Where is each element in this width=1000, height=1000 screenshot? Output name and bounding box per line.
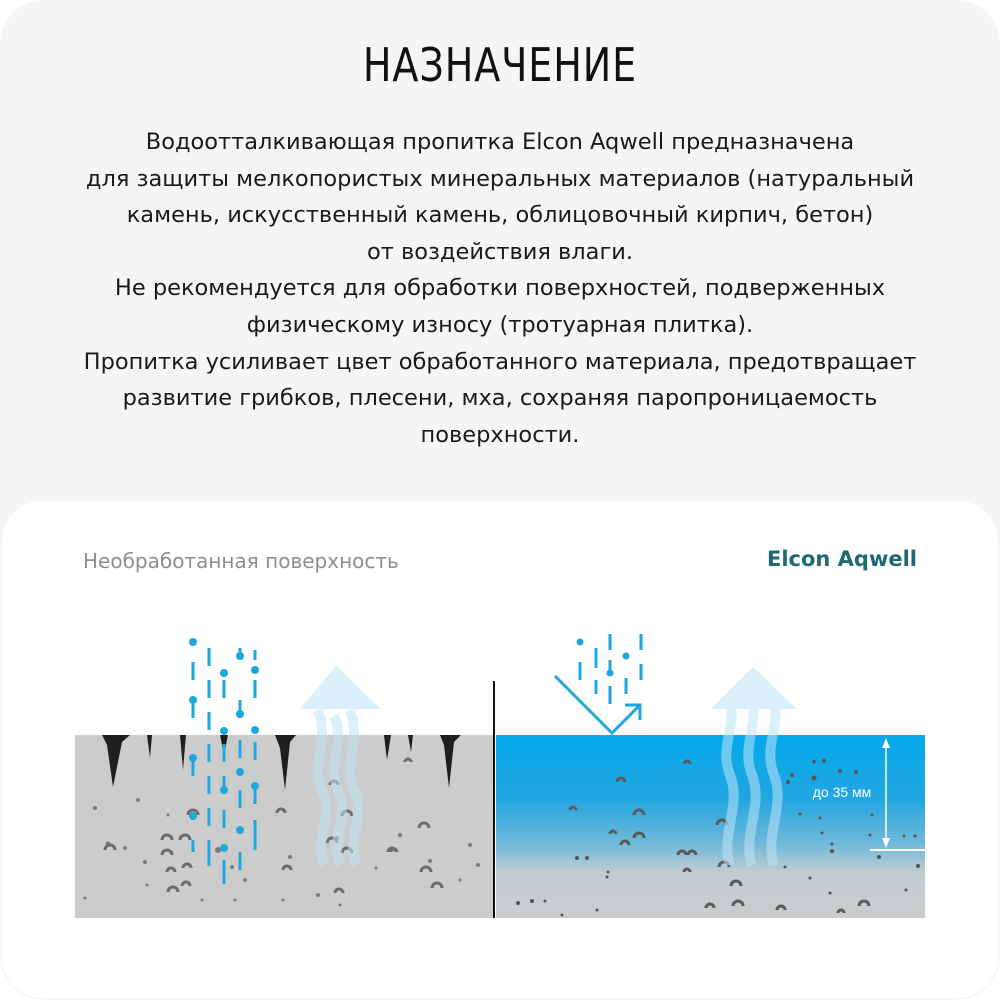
untreated-concrete — [75, 735, 495, 918]
description-line: поверхности. — [420, 421, 580, 448]
page-title: НАЗНАЧЕНИЕ — [362, 38, 638, 92]
description-line: камень, искусственный камень, облицовочный кирпич, бетон) — [126, 202, 874, 229]
description-line: физическому износу (тротуарная плитка). — [246, 311, 754, 338]
description-line: Водоотталкивающая пропитка Elcon Aqwell предназначена — [145, 129, 855, 155]
rain-drops-icon — [577, 634, 642, 704]
description-line: от воздействия влаги. — [366, 238, 634, 265]
description-line: для защиты мелкопористых минеральных материалов (натуральный — [85, 165, 915, 192]
brand-label: Elcon Aqwell — [766, 547, 917, 571]
description-line: Не рекомендуется для обработки поверхностей, подверженных — [114, 275, 886, 302]
description-line: развитие грибков, плесени, мха, сохраняя паропроницаемость — [122, 385, 878, 412]
treated-concrete — [496, 735, 925, 918]
description-line: Пропитка усиливает цвет обработанного материала, предотвращает — [83, 348, 917, 375]
depth-label: до 35 мм — [812, 784, 872, 800]
untreated-surface-label: Необработанная поверхность — [83, 549, 399, 573]
